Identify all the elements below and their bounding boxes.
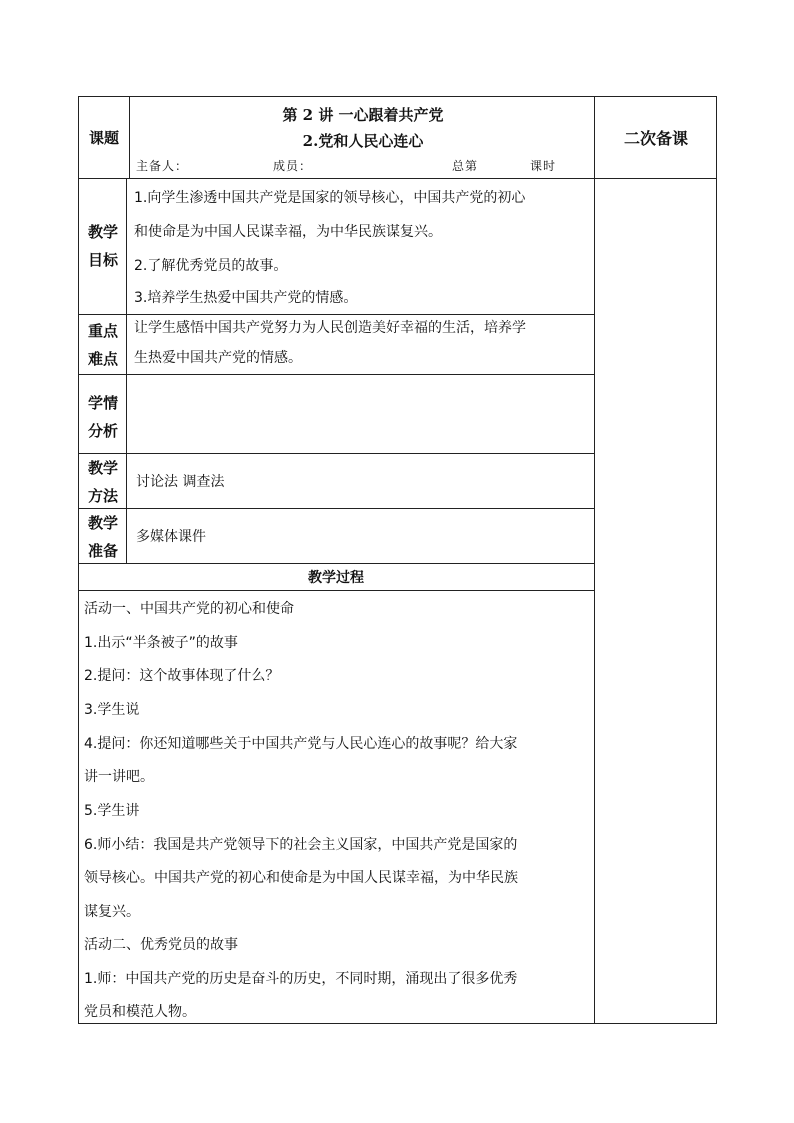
process-line-4: 3.学生说	[84, 702, 140, 718]
row-divider-method	[78, 508, 594, 509]
process-line-2: 1.出示“半条被子”的故事	[84, 635, 238, 651]
prep-label-line2: 准备	[87, 542, 118, 560]
total-lesson-label: 总第	[452, 159, 479, 173]
table-border-top	[78, 96, 717, 97]
table-border-right	[716, 96, 717, 1024]
process-line-8: 6.师小结：我国是共产党领导下的社会主义国家，中国共产党是国家的	[84, 837, 518, 853]
goal-line-3: 2.了解优秀党员的故事。	[134, 258, 288, 274]
prep-text: 多媒体课件	[136, 529, 206, 545]
second-prep-heading: 二次备课	[623, 129, 688, 148]
lesson-subtitle: 2.党和人民心连心	[302, 132, 424, 150]
method-label-line1: 教学	[87, 459, 118, 477]
second-prep-column-divider	[594, 96, 595, 1024]
member-label: 成员：	[273, 159, 313, 173]
process-line-6: 讲一讲吧。	[84, 769, 154, 785]
process-line-1: 活动一、中国共产党的初心和使命	[84, 601, 294, 617]
row-divider-header	[78, 178, 717, 179]
preparer-label: 主备人：	[136, 159, 189, 173]
process-line-12: 1.师：中国共产党的历史是奋斗的历史，不同时期，涌现出了很多优秀	[84, 971, 518, 987]
process-line-3: 2.提问：这个故事体现了什么？	[84, 668, 280, 684]
process-line-10: 谋复兴。	[84, 904, 140, 920]
row-divider-key	[78, 374, 594, 375]
analysis-label-line1: 学情	[87, 394, 118, 412]
row-divider-prep	[78, 563, 594, 564]
label-column-divider-top	[129, 96, 130, 178]
row-divider-goals	[78, 314, 594, 315]
analysis-label-line2: 分析	[87, 422, 118, 440]
process-line-5: 4.提问：你还知道哪些关于中国共产党与人民心连心的故事呢？给大家	[84, 736, 518, 752]
process-line-11: 活动二、优秀党员的故事	[84, 937, 238, 953]
key-label-line2: 难点	[87, 350, 118, 368]
process-line-9: 领导核心。中国共产党的初心和使命是为中国人民谋幸福，为中华民族	[84, 870, 518, 886]
method-text: 讨论法 调查法	[136, 474, 225, 490]
key-line-1: 让学生感悟中国共产党努力为人民创造美好幸福的生活，培养学	[134, 320, 526, 336]
process-line-13: 党员和模范人物。	[84, 1004, 196, 1020]
row-divider-analysis	[78, 453, 594, 454]
key-line-2: 生热爱中国共产党的情感。	[134, 350, 302, 366]
goals-label-line1: 教学	[87, 223, 118, 241]
key-label-line1: 重点	[87, 322, 118, 340]
lesson-hours-label: 课时	[530, 159, 557, 173]
goal-line-2: 和使命是为中国人民谋幸福，为中华民族谋复兴。	[134, 224, 442, 240]
row-divider-process-heading	[78, 590, 594, 591]
table-border-bottom	[78, 1023, 717, 1024]
topic-label: 课题	[88, 129, 119, 147]
lesson-title: 第 2 讲 一心跟着共产党	[282, 106, 444, 124]
goals-label-line2: 目标	[87, 251, 118, 269]
process-line-7: 5.学生讲	[84, 803, 140, 819]
prep-label-line1: 教学	[87, 514, 118, 532]
process-heading: 教学过程	[308, 570, 364, 586]
goal-line-4: 3.培养学生热爱中国共产党的情感。	[134, 290, 358, 306]
goal-line-1: 1.向学生渗透中国共产党是国家的领导核心，中国共产党的初心	[134, 190, 526, 206]
method-label-line2: 方法	[87, 487, 118, 505]
